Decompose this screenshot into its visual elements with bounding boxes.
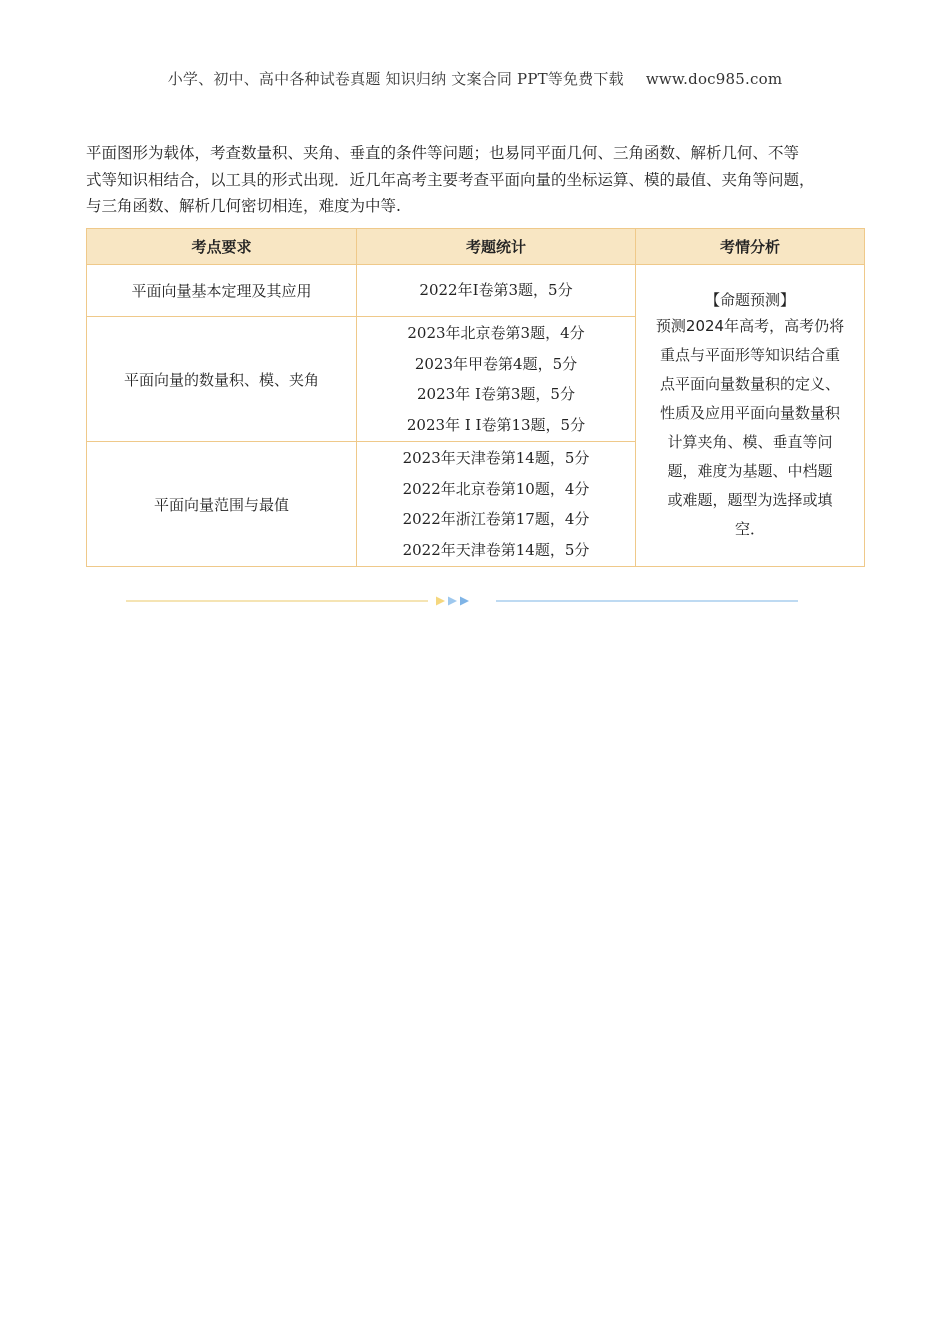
analysis-line: 重点与平面形等知识结合重 xyxy=(659,345,840,364)
intro-line: 与三角函数、解析几何密切相连，难度为中等. xyxy=(86,197,401,215)
exam-analysis-table xyxy=(86,228,865,567)
intro-line: 平面图形为载体，考查数量积、夹角、垂直的条件等问题；也易同平面几何、三角函数、解析几何、不等 xyxy=(86,144,800,162)
topic-cell: 平面向量基本定理及其应用 xyxy=(87,265,357,317)
topic-cell: 平面向量的数量积、模、夹角 xyxy=(87,317,357,442)
intro-paragraph xyxy=(86,140,872,220)
stat-line: 2023年北京卷第3题，4分 xyxy=(407,324,585,342)
table-row xyxy=(87,265,865,317)
stat-line: 2022年浙江卷第17题，4分 xyxy=(402,510,590,528)
stat-line: 2023年天津卷第14题，5分 xyxy=(402,449,590,467)
analysis-line: 点平面向量数量积的定义、 xyxy=(659,374,840,393)
stats-cell xyxy=(357,265,636,317)
stat-line: 2022年北京卷第10题，4分 xyxy=(402,479,590,498)
arrow-icon xyxy=(448,597,457,606)
stats-cell xyxy=(357,317,636,442)
stats-cell xyxy=(357,442,636,567)
analysis-line: 性质及应用平面向量数量积 xyxy=(659,403,840,422)
header-topic: 考点要求 xyxy=(87,229,357,265)
divider-decoration xyxy=(126,593,800,609)
analysis-title: 【命题预测】 xyxy=(704,290,795,309)
stat-line: 2022年天津卷第14题，5分 xyxy=(402,540,590,559)
analysis-cell xyxy=(636,265,865,567)
header-text: 小学、初中、高中各种试卷真题 知识归纳 文案合同 PPT等免费下载 xyxy=(167,70,624,88)
analysis-line: 空． xyxy=(734,519,765,538)
header-stats: 考题统计 xyxy=(357,229,636,265)
table-header-row xyxy=(87,229,865,265)
page-header xyxy=(0,68,950,89)
stat-line: 2023年 I I卷第13题，5分 xyxy=(406,415,586,434)
analysis-line: 或难题，题型为选择或填 xyxy=(667,490,833,509)
arrow-icon xyxy=(460,597,469,606)
analysis-line: 题，难度为基题、中档题 xyxy=(667,461,833,480)
stat-line: 2022年I卷第3题，5分 xyxy=(419,281,573,300)
header-site: www.doc985.com xyxy=(645,70,783,88)
topic-cell: 平面向量范围与最值 xyxy=(87,442,357,567)
header-analysis: 考情分析 xyxy=(636,229,865,265)
analysis-line: 计算夹角、模、垂直等问 xyxy=(667,432,833,451)
analysis-line: 预测2024年高考，高考仍将 xyxy=(655,316,845,335)
stat-line: 2023年甲卷第4题，5分 xyxy=(414,354,578,373)
intro-line: 式等知识相结合，以工具的形式出现．近几年高考主要考查平面向量的坐标运算、模的最值、夹角等问题， xyxy=(86,170,815,189)
stat-line: 2023年 I卷第3题，5分 xyxy=(417,385,575,403)
arrow-icon xyxy=(436,597,445,606)
